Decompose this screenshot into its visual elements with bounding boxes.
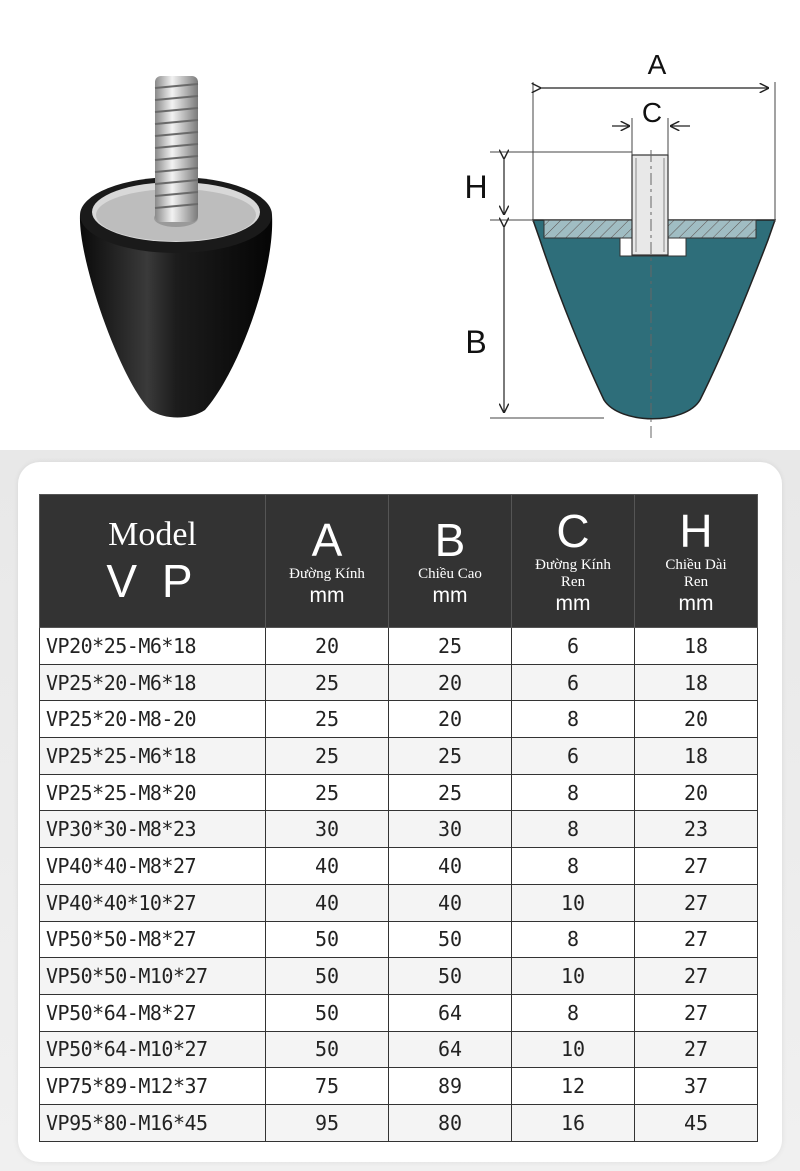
header-col-c <box>512 495 635 628</box>
cell-h: 27 <box>635 884 758 921</box>
product-illustration <box>0 0 800 460</box>
cell-h: 20 <box>635 774 758 811</box>
cell-a: 50 <box>266 921 389 958</box>
header-model-series: V P <box>106 555 199 607</box>
header-unit: mm <box>309 583 345 607</box>
cell-h: 27 <box>635 958 758 995</box>
cell-h: 27 <box>635 1031 758 1068</box>
cell-c: 10 <box>512 958 635 995</box>
cell-h: 20 <box>635 701 758 738</box>
table-row <box>40 701 758 738</box>
cell-model: VP25*20-M6*18 <box>40 664 266 701</box>
table-row <box>40 994 758 1031</box>
header-letter: A <box>311 513 343 566</box>
cell-a: 50 <box>266 1031 389 1068</box>
table-row <box>40 738 758 775</box>
cell-c: 6 <box>512 738 635 775</box>
cell-h: 18 <box>635 628 758 665</box>
spec-table <box>39 494 758 1142</box>
header-sub: Ren <box>683 574 709 590</box>
cell-model: VP50*50-M10*27 <box>40 958 266 995</box>
dimension-label-a: A <box>647 49 667 80</box>
table-row <box>40 884 758 921</box>
header-sub: Chiều Cao <box>418 565 482 582</box>
table-row <box>40 1104 758 1141</box>
cell-b: 80 <box>389 1104 512 1141</box>
cell-b: 64 <box>389 994 512 1031</box>
header-letter: H <box>679 505 713 557</box>
cell-model: VP40*40-M8*27 <box>40 848 266 885</box>
cell-c: 8 <box>512 701 635 738</box>
cell-h: 18 <box>635 664 758 701</box>
cell-model: VP25*25-M6*18 <box>40 738 266 775</box>
cell-h: 23 <box>635 811 758 848</box>
cell-a: 25 <box>266 774 389 811</box>
cell-model: VP95*80-M16*45 <box>40 1104 266 1141</box>
cell-c: 8 <box>512 811 635 848</box>
cell-b: 25 <box>389 738 512 775</box>
header-sub: Ren <box>560 574 586 590</box>
table-row <box>40 628 758 665</box>
cell-a: 95 <box>266 1104 389 1141</box>
header-unit: mm <box>555 592 591 615</box>
cell-b: 40 <box>389 884 512 921</box>
header-letter: C <box>556 505 590 557</box>
header-model <box>40 495 266 628</box>
cell-a: 50 <box>266 994 389 1031</box>
cell-c: 8 <box>512 994 635 1031</box>
header-col-b <box>389 495 512 628</box>
table-row <box>40 774 758 811</box>
cell-h: 18 <box>635 738 758 775</box>
cell-model: VP40*40*10*27 <box>40 884 266 921</box>
header-unit: mm <box>678 592 714 615</box>
header-col-h <box>635 495 758 628</box>
cell-h: 27 <box>635 848 758 885</box>
dimension-diagram <box>464 49 775 440</box>
cell-h: 27 <box>635 994 758 1031</box>
cell-a: 75 <box>266 1068 389 1105</box>
cell-c: 8 <box>512 774 635 811</box>
cell-a: 25 <box>266 664 389 701</box>
cell-b: 40 <box>389 848 512 885</box>
cell-c: 8 <box>512 921 635 958</box>
cell-c: 12 <box>512 1068 635 1105</box>
table-row <box>40 664 758 701</box>
cell-c: 6 <box>512 628 635 665</box>
table-header-row <box>40 495 758 628</box>
cell-h: 27 <box>635 921 758 958</box>
dimension-label-c: C <box>641 97 663 128</box>
product-photo <box>80 76 272 418</box>
cell-model: VP25*20-M8-20 <box>40 701 266 738</box>
cell-c: 16 <box>512 1104 635 1141</box>
cell-model: VP50*64-M10*27 <box>40 1031 266 1068</box>
cell-a: 50 <box>266 958 389 995</box>
cell-c: 6 <box>512 664 635 701</box>
cell-c: 10 <box>512 1031 635 1068</box>
cell-model: VP50*50-M8*27 <box>40 921 266 958</box>
cell-a: 25 <box>266 738 389 775</box>
cell-a: 40 <box>266 848 389 885</box>
table-row <box>40 848 758 885</box>
header-letter: B <box>434 513 466 566</box>
cell-model: VP30*30-M8*23 <box>40 811 266 848</box>
cell-c: 8 <box>512 848 635 885</box>
cell-b: 25 <box>389 628 512 665</box>
cell-model: VP20*25-M6*18 <box>40 628 266 665</box>
cell-h: 37 <box>635 1068 758 1105</box>
dimension-label-h: H <box>464 169 488 205</box>
table-row <box>40 1031 758 1068</box>
cell-b: 50 <box>389 958 512 995</box>
cell-a: 25 <box>266 701 389 738</box>
table-row <box>40 1068 758 1105</box>
table-row <box>40 958 758 995</box>
dimension-label-b: B <box>465 324 487 360</box>
table-row <box>40 811 758 848</box>
header-sub: Đường Kính <box>535 557 611 573</box>
cell-a: 30 <box>266 811 389 848</box>
cell-b: 89 <box>389 1068 512 1105</box>
header-col-a <box>266 495 389 628</box>
cell-b: 30 <box>389 811 512 848</box>
cell-model: VP75*89-M12*37 <box>40 1068 266 1105</box>
cell-b: 64 <box>389 1031 512 1068</box>
cell-model: VP25*25-M8*20 <box>40 774 266 811</box>
header-sub: Đường Kính <box>289 565 365 582</box>
cell-b: 20 <box>389 664 512 701</box>
bolt-shape <box>632 155 668 255</box>
header-model-word: Model <box>108 516 197 553</box>
table-row <box>40 921 758 958</box>
cell-b: 25 <box>389 774 512 811</box>
cell-h: 45 <box>635 1104 758 1141</box>
cell-b: 50 <box>389 921 512 958</box>
cell-a: 40 <box>266 884 389 921</box>
header-sub: Chiều Dài <box>665 557 727 573</box>
cell-model: VP50*64-M8*27 <box>40 994 266 1031</box>
header-unit: mm <box>432 583 468 607</box>
cell-a: 20 <box>266 628 389 665</box>
cell-c: 10 <box>512 884 635 921</box>
cell-b: 20 <box>389 701 512 738</box>
